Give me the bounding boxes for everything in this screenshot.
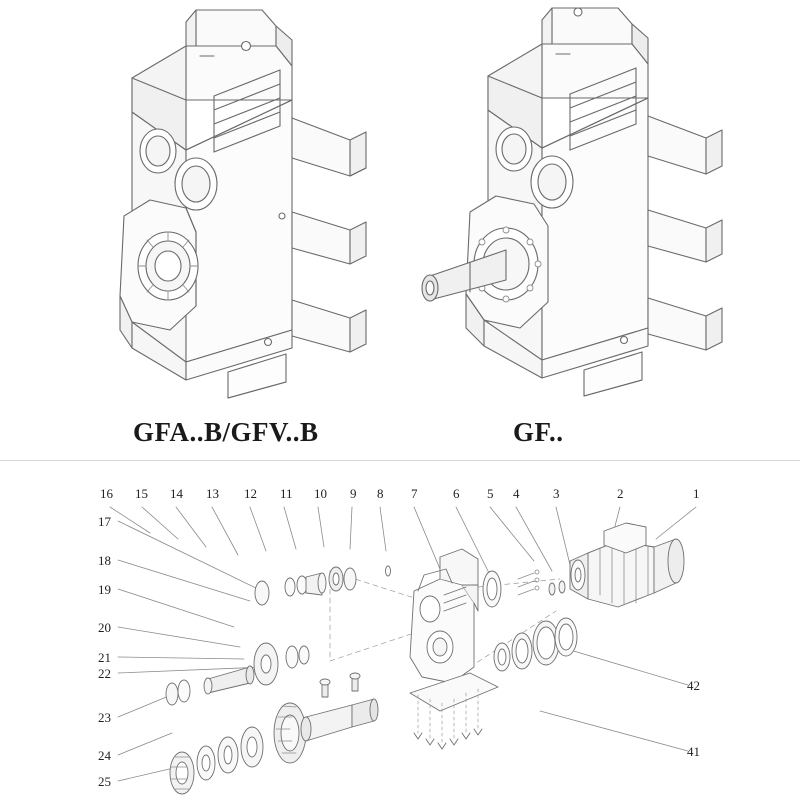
callout-number: 6	[453, 486, 460, 501]
exploded-parts-drawing	[0, 461, 800, 800]
callout-number: 42	[687, 678, 700, 693]
callout-number: 16	[100, 486, 113, 501]
caption-gfa-gfv: GFA..B/GFV..B	[133, 417, 319, 447]
callout-number: 18	[98, 553, 111, 568]
callout-number: 19	[98, 582, 111, 597]
callout-number: 20	[98, 620, 111, 635]
gearbox-left	[120, 10, 366, 398]
exploded-view-area	[0, 461, 800, 800]
callout-number: 1	[693, 486, 700, 501]
callout-number: 12	[244, 486, 257, 501]
callout-number: 10	[314, 486, 327, 501]
callout-number: 24	[98, 748, 111, 763]
caption-gf: GF..	[513, 417, 564, 447]
callout-number: 11	[280, 486, 293, 501]
callout-number: 8	[377, 486, 384, 501]
callout-number: 2	[617, 486, 624, 501]
callout-number: 3	[553, 486, 560, 501]
callout-number: 15	[135, 486, 148, 501]
callout-number: 13	[206, 486, 219, 501]
callout-number: 22	[98, 666, 111, 681]
callout-number: 14	[170, 486, 183, 501]
callout-number: 21	[98, 650, 111, 665]
callout-number: 4	[513, 486, 520, 501]
callout-number: 23	[98, 710, 111, 725]
callout-number: 17	[98, 514, 111, 529]
callout-number: 41	[687, 744, 700, 759]
gearbox-right	[422, 8, 722, 396]
callout-number: 5	[487, 486, 494, 501]
callout-number: 9	[350, 486, 357, 501]
callout-number: 25	[98, 774, 111, 789]
callout-number: 7	[411, 486, 418, 501]
